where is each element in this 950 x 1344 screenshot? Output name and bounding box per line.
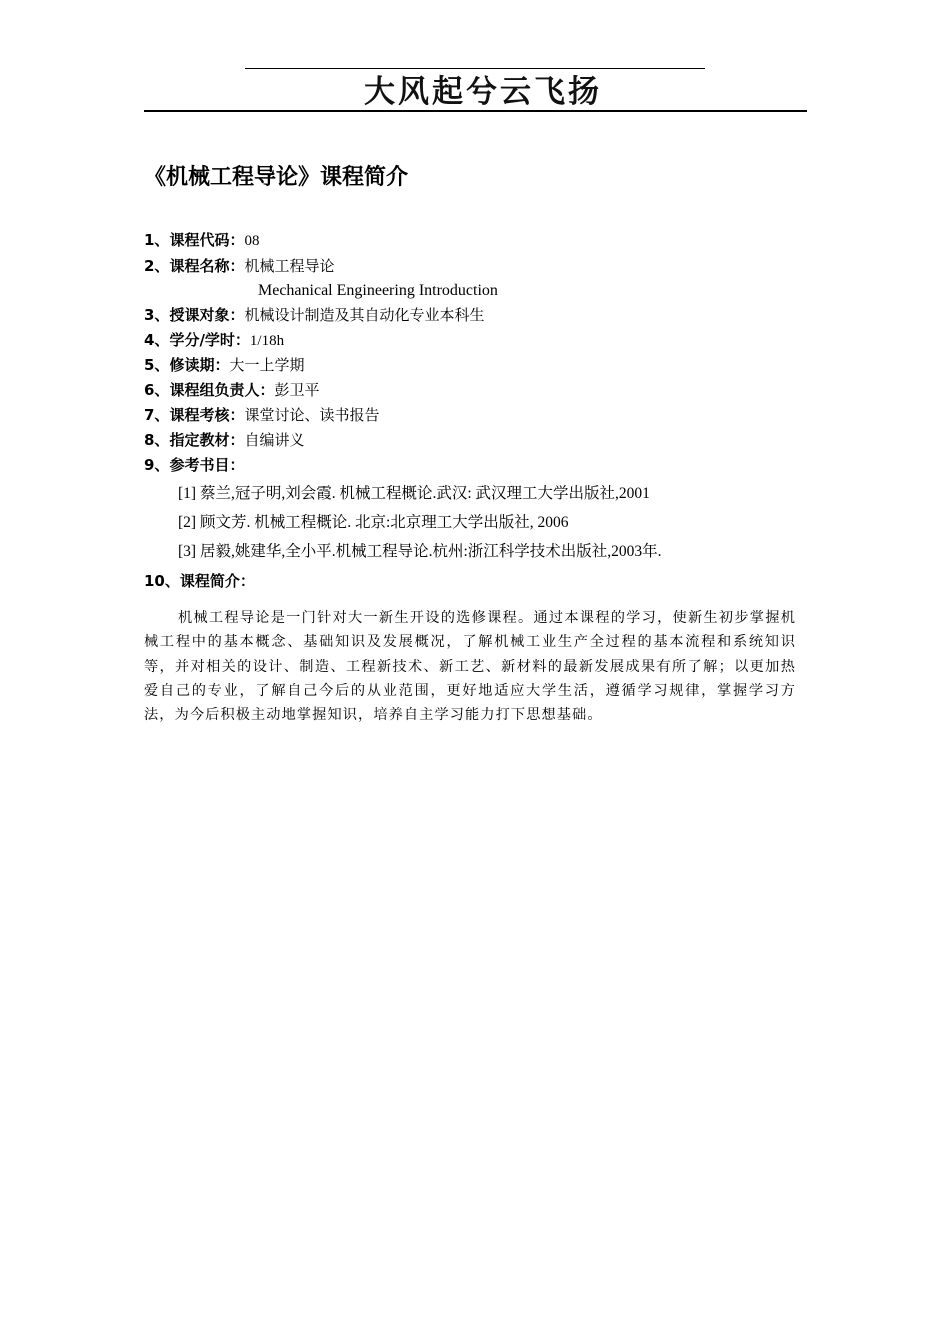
item-target-students bbox=[144, 305, 484, 326]
item-value: 机械设计制造及其自动化专业本科生 bbox=[244, 308, 485, 324]
course-description-paragraph: 机械工程导论是一门针对大一新生开设的选修课程。通过本课程的学习，使新生初步掌握机械工程中的基本概念、基础知识及发展概况，了解机械工业生产全过程的基本流程和系统知识等，并对相关的设计、制造、工程新技术、新工艺、新材料的最新发展成果有所了解；以更加热爱自己的专业，了解自己今后的从业范围，更好地适应大学生活，遵循学习规律，掌握学习方法，为今后积极主动地掌握知识，培养自主学习能力打下思想基础。 bbox=[144, 610, 796, 724]
item-course-intro bbox=[144, 571, 255, 591]
item-value: 自编讲义 bbox=[244, 433, 305, 449]
item-number: 10、 bbox=[144, 572, 180, 590]
course-name-english: Mechanical Engineering Introduction bbox=[258, 282, 498, 299]
item-value: 课堂讨论、读书报告 bbox=[244, 408, 380, 424]
item-number: 2、 bbox=[144, 257, 170, 275]
reference-entry: [2] 顾文芳. 机械工程概论. 北京:北京理工大学出版社, 2006 bbox=[178, 514, 569, 531]
item-references bbox=[144, 455, 244, 475]
item-number: 3、 bbox=[144, 306, 170, 324]
item-label: 课程名称： bbox=[169, 257, 245, 275]
item-number: 1、 bbox=[144, 231, 170, 249]
item-label: 修读期： bbox=[169, 356, 230, 374]
item-value: 彭卫平 bbox=[274, 383, 320, 399]
item-credits-hours bbox=[144, 330, 284, 351]
item-label: 授课对象： bbox=[169, 306, 245, 324]
item-value: 08 bbox=[244, 233, 260, 249]
document-title: 《机械工程导论》课程简介 bbox=[144, 165, 409, 190]
reference-entry: [3] 居毅,姚建华,全小平.机械工程导论.杭州:浙江科学技术出版社,2003年. bbox=[178, 543, 662, 560]
header-banner-calligraphy: 大风起兮云飞扬 bbox=[364, 74, 602, 110]
item-label: 指定教材： bbox=[169, 431, 245, 449]
item-assessment bbox=[144, 405, 379, 426]
item-number: 7、 bbox=[144, 406, 170, 424]
item-number: 5、 bbox=[144, 356, 170, 374]
item-label: 学分/学时： bbox=[169, 331, 250, 349]
reference-entry: [1] 蔡兰,冠子明,刘会霞. 机械工程概论.武汉: 武汉理工大学出版社,2001 bbox=[178, 485, 650, 502]
item-label: 课程代码： bbox=[169, 231, 245, 249]
item-course-code bbox=[144, 230, 259, 251]
item-number: 8、 bbox=[144, 431, 170, 449]
item-label: 课程组负责人： bbox=[169, 381, 275, 399]
item-textbook bbox=[144, 430, 304, 451]
item-label: 课程考核： bbox=[169, 406, 245, 424]
item-number: 9、 bbox=[144, 456, 170, 474]
item-course-name bbox=[144, 256, 334, 277]
item-course-leader bbox=[144, 380, 319, 401]
item-label: 课程简介： bbox=[179, 572, 255, 590]
item-value: 1/18h bbox=[249, 333, 285, 349]
header-rule-bottom bbox=[144, 110, 807, 112]
item-number: 6、 bbox=[144, 381, 170, 399]
header-rule-top bbox=[245, 68, 705, 69]
item-label: 参考书目： bbox=[169, 456, 245, 474]
item-value: 大一上学期 bbox=[229, 358, 305, 374]
item-value: 机械工程导论 bbox=[244, 259, 335, 275]
item-study-period bbox=[144, 355, 304, 376]
item-number: 4、 bbox=[144, 331, 170, 349]
